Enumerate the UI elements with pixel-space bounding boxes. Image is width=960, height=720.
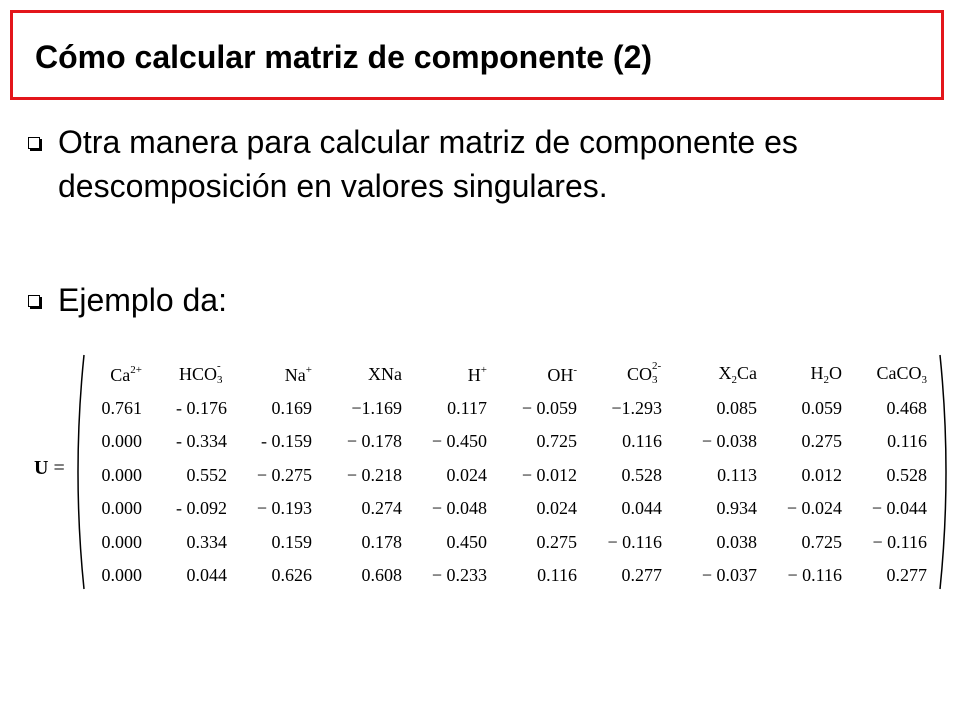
matrix-cell: − 0.116: [787, 565, 842, 586]
matrix-row: [82, 559, 927, 593]
matrix-equation: [34, 352, 934, 592]
matrix-header-cell: OH-: [547, 363, 577, 385]
bullet-item-1: [28, 120, 908, 260]
matrix-cell: 0.468: [886, 397, 927, 418]
matrix-cell: − 0.048: [431, 498, 487, 519]
matrix-cell: − 0.012: [521, 464, 577, 485]
right-parenthesis: [940, 355, 946, 589]
checkbox-bullet-icon: [28, 295, 40, 307]
matrix-row: [82, 459, 927, 493]
component-matrix: [82, 358, 927, 593]
matrix-cell: - 0.334: [176, 431, 227, 452]
matrix-cell: −1.169: [351, 397, 402, 418]
matrix-cell: 0.528: [886, 464, 927, 485]
matrix-header-cell: $X_2Ca$: [718, 363, 757, 387]
matrix-cell: 0.000: [101, 531, 142, 552]
matrix-cell: 0.608: [361, 565, 402, 586]
matrix-cell: − 0.233: [431, 565, 487, 586]
matrix-cell: 0.024: [536, 498, 577, 519]
matrix-cell: 0.934: [716, 498, 757, 519]
matrix-cell: 0.725: [536, 431, 577, 452]
matrix-cell: 0.450: [446, 531, 487, 552]
matrix-cell: 0.044: [186, 565, 227, 586]
matrix-cell: 0.334: [186, 531, 227, 552]
matrix-header-cell: HCO - 3: [178, 360, 223, 387]
matrix-cell: 0.169: [271, 397, 312, 418]
matrix-cell: 0.000: [101, 565, 142, 586]
matrix-cell: − 0.024: [786, 498, 842, 519]
matrix-cell: 0.012: [801, 464, 842, 485]
matrix-cell: 0.552: [186, 464, 227, 485]
matrix-cell: 0.085: [716, 397, 757, 418]
matrix-cell: - 0.176: [176, 397, 227, 418]
matrix-cell: 0.024: [446, 464, 487, 485]
matrix-cell: 0.277: [621, 565, 662, 586]
matrix-symbol: U: [34, 457, 49, 479]
matrix-cell: 0.725: [801, 531, 842, 552]
matrix-cell: − 0.275: [256, 464, 312, 485]
matrix-cell: 0.761: [101, 397, 142, 418]
matrix-header-cell: XNa: [368, 364, 402, 385]
bullet-item-2: [28, 278, 428, 322]
matrix-header-cell: $H_2O$: [810, 363, 842, 387]
matrix-cell: 0.000: [101, 464, 142, 485]
matrix-cell: 0.275: [536, 531, 577, 552]
title-box: [10, 10, 944, 100]
matrix-cell: 0.275: [801, 431, 842, 452]
matrix-cell: − 0.116: [872, 531, 927, 552]
matrix-cell: 0.059: [801, 397, 842, 418]
matrix-label: [34, 457, 65, 480]
matrix-cell: 0.117: [447, 397, 487, 418]
matrix-cell: − 0.193: [256, 498, 312, 519]
matrix-cell: 0.626: [271, 565, 312, 586]
matrix-row: [82, 526, 927, 560]
matrix-header-cell: Na+: [284, 363, 312, 385]
matrix-cell: − 0.116: [607, 531, 662, 552]
matrix-cell: 0.528: [621, 464, 662, 485]
matrix-cell: 0.000: [101, 431, 142, 452]
bullet-text-1: Otra manera para calcular matriz de componente es descomposición en valores singulares.: [58, 124, 798, 204]
matrix-cell: - 0.092: [176, 498, 227, 519]
matrix-header-cell: CaCO$_3$: [876, 363, 927, 387]
matrix-cell: 0.116: [537, 565, 577, 586]
matrix-cell: 0.178: [361, 531, 402, 552]
matrix-cell: 0.113: [717, 464, 757, 485]
equals-sign: =: [53, 457, 65, 479]
matrix-header-cell: CO 2- 3: [626, 360, 662, 387]
matrix-header-cell: H+: [467, 363, 487, 385]
matrix-header-cell: $Ca^{2+}$: [110, 363, 142, 385]
matrix-cell: − 0.038: [701, 431, 757, 452]
matrix-cell: - 0.159: [261, 431, 312, 452]
matrix-cell: − 0.218: [346, 464, 402, 485]
matrix-cell: 0.000: [101, 498, 142, 519]
bullet-text-2: Ejemplo da:: [58, 282, 227, 318]
matrix-cell: 0.159: [271, 531, 312, 552]
matrix-cell: 0.277: [886, 565, 927, 586]
matrix-cell: − 0.044: [871, 498, 927, 519]
matrix-cell: − 0.178: [346, 431, 402, 452]
matrix-cell: 0.274: [361, 498, 402, 519]
matrix-header-row: [82, 358, 927, 392]
matrix-cell: 0.044: [621, 498, 662, 519]
matrix-cell: − 0.450: [431, 431, 487, 452]
matrix-row: [82, 392, 927, 426]
slide-title: Cómo calcular matriz de componente (2): [35, 39, 653, 75]
matrix-cell: 0.038: [716, 531, 757, 552]
matrix-cell: − 0.059: [521, 397, 577, 418]
matrix-cell: 0.116: [887, 431, 927, 452]
matrix-cell: − 0.037: [701, 565, 757, 586]
matrix-row: [82, 492, 927, 526]
matrix-cell: −1.293: [611, 397, 662, 418]
checkbox-bullet-icon: [28, 137, 40, 149]
matrix-cell: 0.116: [622, 431, 662, 452]
matrix-row: [82, 425, 927, 459]
